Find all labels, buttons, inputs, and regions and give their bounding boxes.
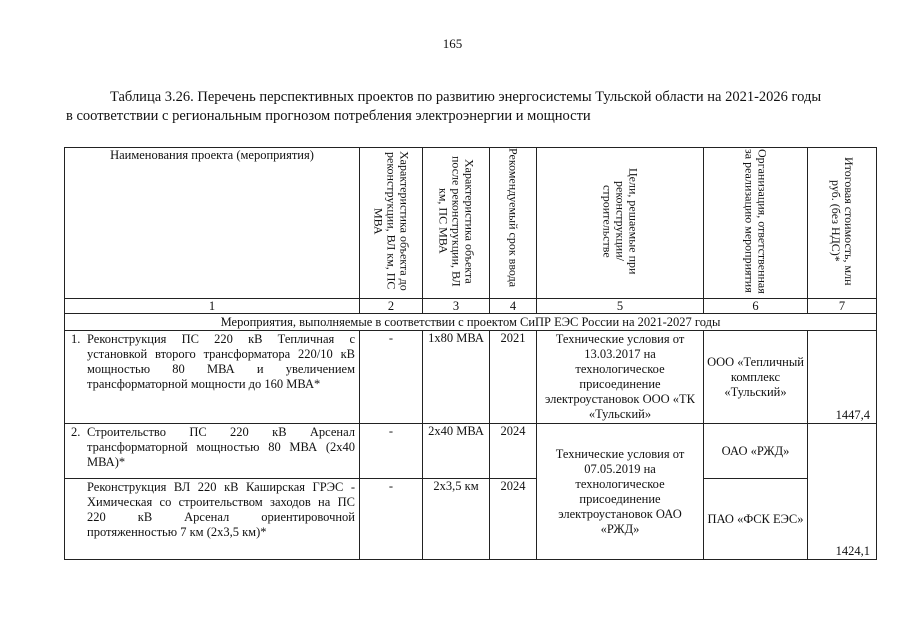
- table-caption: [66, 88, 856, 126]
- column-number: 5: [537, 299, 704, 314]
- header-cost-text: Итоговая стоимость, млн руб. (без НДС)*: [829, 156, 856, 286]
- column-number: 2: [360, 299, 423, 314]
- table-row: [65, 331, 877, 424]
- caption-line-2: в соответствии с региональным прогнозом потребления электроэнергии и мощности: [66, 108, 591, 124]
- header-before: [360, 148, 423, 299]
- row-number: 2.: [71, 425, 81, 439]
- header-year: [490, 148, 537, 299]
- org-cell: ООО «Тепличный комплекс «Тульский»: [704, 331, 808, 424]
- column-number: 6: [704, 299, 808, 314]
- cost-cell: 1424,1: [808, 424, 877, 560]
- column-number: 3: [423, 299, 490, 314]
- header-before-text: Характеристика объекта до реконструкции, ВЛ км, ПС МВА: [371, 151, 412, 291]
- table-row: [65, 479, 877, 560]
- year-cell: 2024: [490, 424, 537, 479]
- project-name: Реконструкция ПС 220 кВ Тепличная с установкой второго трансформатора 220/10 кВ мощностью 80 МВА и увеличением трансформаторной мощности до 160 МВА*: [87, 332, 355, 391]
- header-org: [704, 148, 808, 299]
- project-name-cell: [65, 331, 360, 424]
- page-number: 165: [442, 36, 463, 51]
- org-cell: ПАО «ФСК ЕЭС»: [704, 479, 808, 560]
- header-goal-text: Цели, решаемые при реконструкции/строительстве: [600, 167, 641, 275]
- table-row: [65, 424, 877, 479]
- header-year-text: Рекомендуемый срок ввода: [506, 148, 521, 288]
- column-number: 4: [490, 299, 537, 314]
- section-row: [65, 314, 877, 331]
- after-cell: 1х80 МВА: [423, 331, 490, 424]
- before-cell: -: [360, 424, 423, 479]
- header-org-text: Организация, ответственная за реализацию мероприятия: [742, 148, 770, 294]
- column-number: 1: [65, 299, 360, 314]
- after-cell: 2х3,5 км: [423, 479, 490, 560]
- year-cell: 2024: [490, 479, 537, 560]
- project-name-cell: [65, 479, 360, 560]
- org-cell: ОАО «РЖД»: [704, 424, 808, 479]
- caption-line-1: Таблица 3.26. Перечень перспективных проектов по развитию энергосистемы Тульской области на 2021-2026 годы: [110, 89, 822, 105]
- header-after-text: Характеристика объекта после реконструкции, ВЛ км, ПС МВА: [436, 155, 477, 287]
- before-cell: -: [360, 479, 423, 560]
- project-name: Реконструкция ВЛ 220 кВ Каширская ГРЭС - Химическая со строительством заходов на ПС 220 кВ Арсенал ориентировочной протяженностью 7 км (2х3,5 км)*: [87, 480, 355, 539]
- projects-table: [64, 147, 877, 560]
- goal-cell: Технические условия от 13.03.2017 на технологическое присоединение электроустановок ООО «ТК «Тульский»: [537, 331, 704, 424]
- after-cell: 2х40 МВА: [423, 424, 490, 479]
- table-header-row: [65, 148, 877, 299]
- header-goal: [537, 148, 704, 299]
- header-cost: [808, 148, 877, 299]
- column-numbers-row: [65, 299, 877, 314]
- goal-cell: Технические условия от 07.05.2019 на технологическое присоединение электроустановок ОАО «РЖД»: [537, 424, 704, 560]
- row-number: 1.: [71, 332, 81, 346]
- column-number: 7: [808, 299, 877, 314]
- section-title: Мероприятия, выполняемые в соответствии с проектом СиПР ЕЭС России на 2021-2027 годы: [65, 314, 877, 331]
- before-cell: -: [360, 331, 423, 424]
- header-project-name: Наименования проекта (мероприятия): [65, 148, 360, 299]
- header-after: [423, 148, 490, 299]
- project-name-cell: [65, 424, 360, 479]
- project-name: Строительство ПС 220 кВ Арсенал трансформаторной мощностью 80 МВА (2х40 МВА)*: [87, 425, 355, 469]
- year-cell: 2021: [490, 331, 537, 424]
- cost-cell: 1447,4: [808, 331, 877, 424]
